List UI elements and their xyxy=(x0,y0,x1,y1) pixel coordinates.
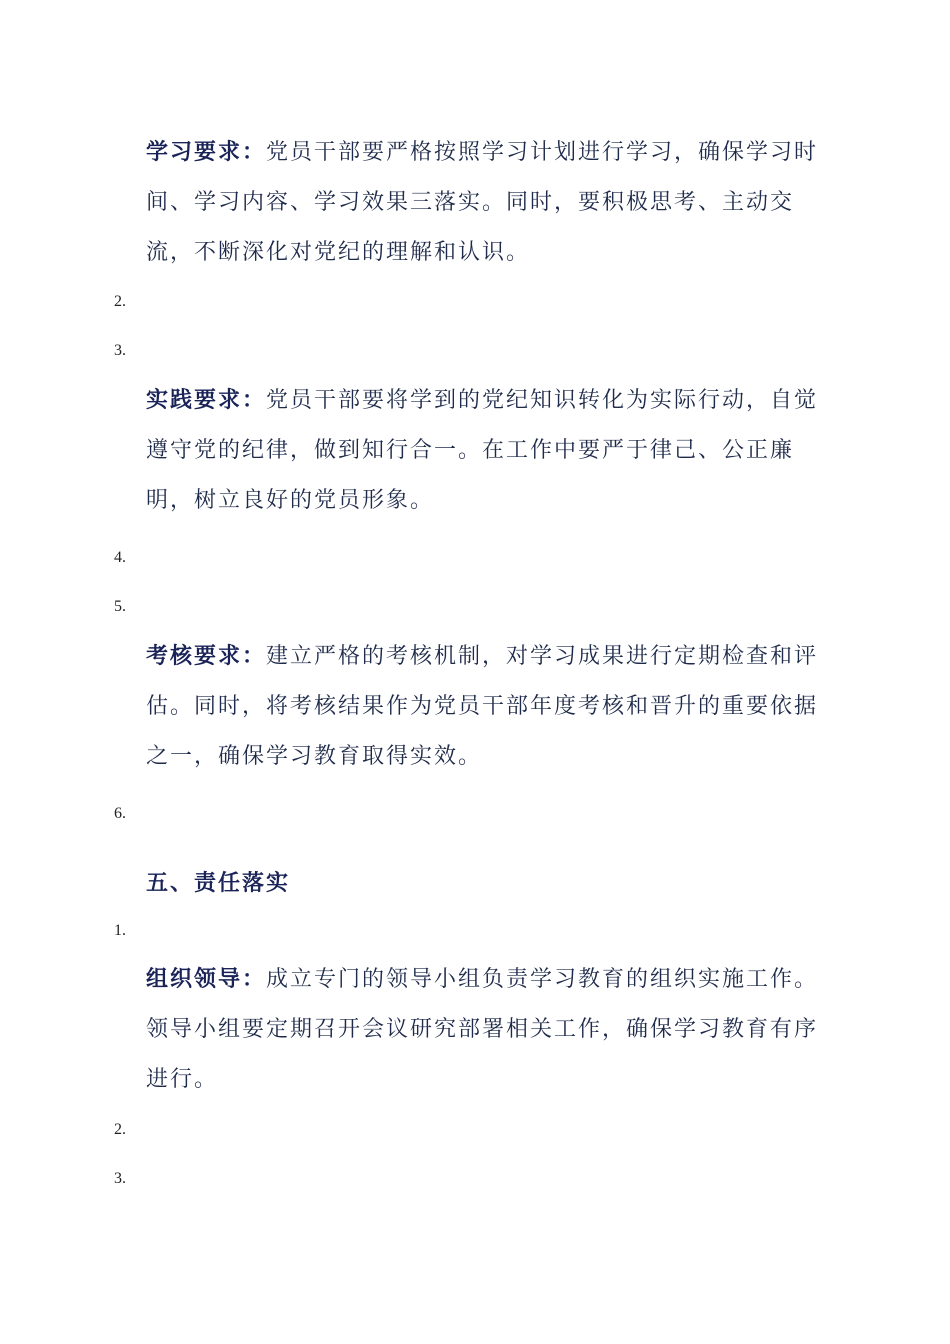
list-number: 5. xyxy=(114,598,126,615)
list-number: 2. xyxy=(114,293,126,310)
practice-requirement-lead: 实践要求： xyxy=(146,387,267,413)
study-requirement-lead: 学习要求： xyxy=(146,139,267,165)
section-heading: 五、责任落实 xyxy=(146,870,291,896)
assessment-requirement-text: 建立严格的考核机制，对学习成果进行定期检查和评估。同时，将考核结果作为党员干部年度考核和晋升的重要依据之一，确保学习教育取得实效。 xyxy=(146,644,819,769)
assessment-requirement-lead: 考核要求： xyxy=(146,643,267,669)
list-number: 3. xyxy=(114,342,126,359)
study-requirement-paragraph xyxy=(146,127,836,278)
practice-requirement-paragraph xyxy=(146,375,836,526)
leadership-text: 成立专门的领导小组负责学习教育的组织实施工作。领导小组要定期召开会议研究部署相关工作，确保学习教育有序进行。 xyxy=(146,967,819,1092)
list-number: 2. xyxy=(114,1121,126,1138)
list-number: 3. xyxy=(114,1170,126,1187)
study-requirement-text: 党员干部要严格按照学习计划进行学习，确保学习时间、学习内容、学习效果三落实。同时，要积极思考、主动交流，不断深化对党纪的理解和认识。 xyxy=(146,140,819,265)
assessment-requirement-paragraph xyxy=(146,631,836,782)
list-number: 4. xyxy=(114,549,126,566)
list-number: 6. xyxy=(114,805,126,822)
leadership-lead: 组织领导： xyxy=(146,966,267,992)
leadership-paragraph xyxy=(146,954,836,1105)
practice-requirement-text: 党员干部要将学到的党纪知识转化为实际行动，自觉遵守党的纪律，做到知行合一。在工作中要严于律己、公正廉明，树立良好的党员形象。 xyxy=(146,388,819,513)
list-number: 1. xyxy=(114,922,126,939)
